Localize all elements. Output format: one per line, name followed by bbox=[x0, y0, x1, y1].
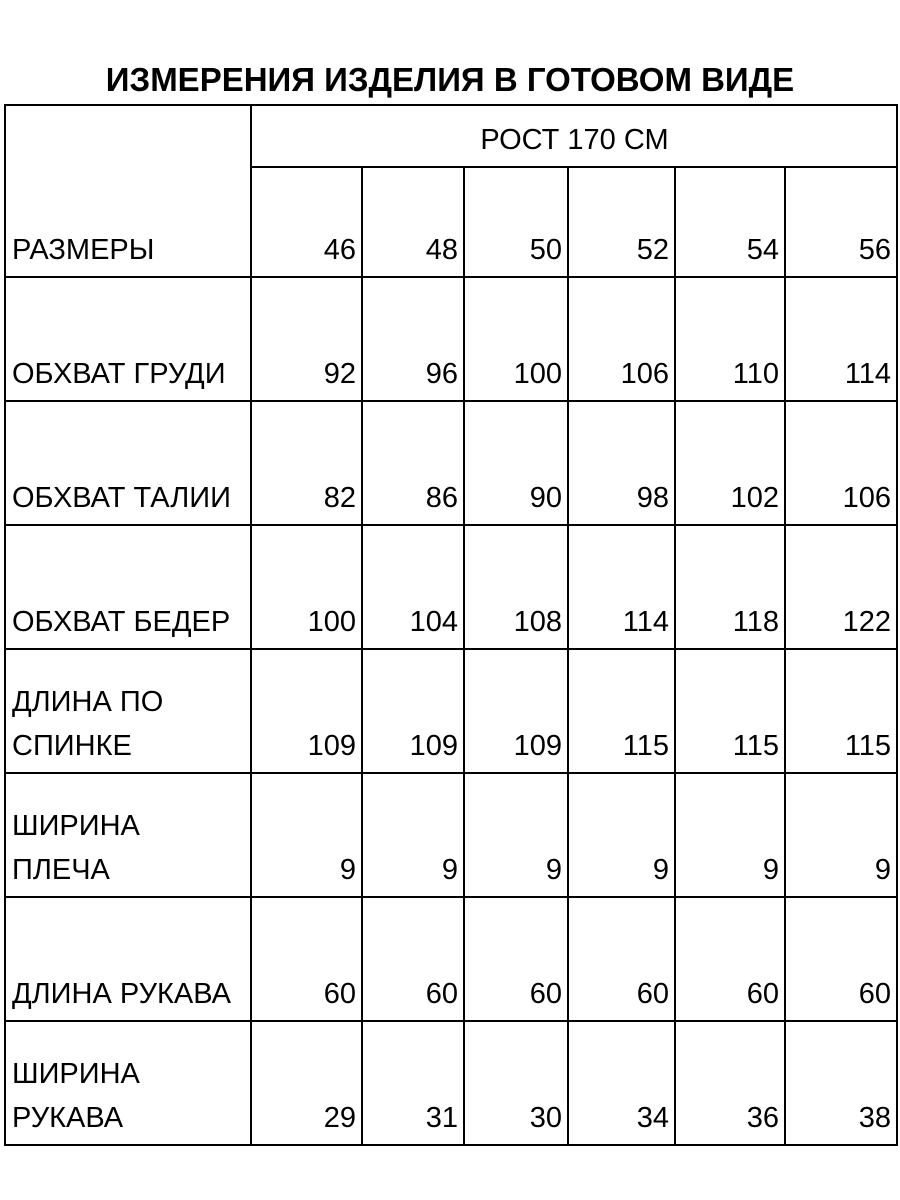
value-cell: 60 bbox=[675, 897, 785, 1021]
value-cell: 60 bbox=[464, 897, 568, 1021]
sizes-label: РАЗМЕРЫ bbox=[5, 105, 251, 277]
row-label: ДЛИНА ПО СПИНКЕ bbox=[5, 649, 251, 773]
row-label: ОБХВАТ ГРУДИ bbox=[5, 277, 251, 401]
value-cell: 60 bbox=[785, 897, 897, 1021]
value-cell: 82 bbox=[251, 401, 362, 525]
size-cell: 54 bbox=[675, 167, 785, 277]
value-cell: 92 bbox=[251, 277, 362, 401]
value-cell: 60 bbox=[251, 897, 362, 1021]
row-label: ШИРИНА РУКАВА bbox=[5, 1021, 251, 1145]
value-cell: 60 bbox=[362, 897, 464, 1021]
table-row bbox=[5, 525, 897, 649]
value-cell: 34 bbox=[568, 1021, 675, 1145]
row-label: ДЛИНА РУКАВА bbox=[5, 897, 251, 1021]
value-cell: 115 bbox=[675, 649, 785, 773]
value-cell: 9 bbox=[785, 773, 897, 897]
value-cell: 108 bbox=[464, 525, 568, 649]
value-cell: 36 bbox=[675, 1021, 785, 1145]
size-cell: 56 bbox=[785, 167, 897, 277]
value-cell: 9 bbox=[464, 773, 568, 897]
value-cell: 31 bbox=[362, 1021, 464, 1145]
value-cell: 102 bbox=[675, 401, 785, 525]
row-label: ОБХВАТ ТАЛИИ bbox=[5, 401, 251, 525]
value-cell: 118 bbox=[675, 525, 785, 649]
value-cell: 30 bbox=[464, 1021, 568, 1145]
size-cell: 48 bbox=[362, 167, 464, 277]
table-row bbox=[5, 897, 897, 1021]
size-cell: 52 bbox=[568, 167, 675, 277]
table-row bbox=[5, 1021, 897, 1145]
value-cell: 96 bbox=[362, 277, 464, 401]
value-cell: 98 bbox=[568, 401, 675, 525]
value-cell: 100 bbox=[464, 277, 568, 401]
table-row bbox=[5, 773, 897, 897]
value-cell: 104 bbox=[362, 525, 464, 649]
value-cell: 109 bbox=[251, 649, 362, 773]
value-cell: 9 bbox=[675, 773, 785, 897]
size-cell: 50 bbox=[464, 167, 568, 277]
row-label: ШИРИНА ПЛЕЧА bbox=[5, 773, 251, 897]
size-cell: 46 bbox=[251, 167, 362, 277]
table-row bbox=[5, 401, 897, 525]
value-cell: 9 bbox=[362, 773, 464, 897]
value-cell: 109 bbox=[362, 649, 464, 773]
value-cell: 115 bbox=[785, 649, 897, 773]
page-title: ИЗМЕРЕНИЯ ИЗДЕЛИЯ В ГОТОВОМ ВИДЕ bbox=[105, 61, 795, 98]
value-cell: 29 bbox=[251, 1021, 362, 1145]
table-row bbox=[5, 649, 897, 773]
value-cell: 115 bbox=[568, 649, 675, 773]
value-cell: 9 bbox=[568, 773, 675, 897]
table-row bbox=[5, 277, 897, 401]
growth-header: РОСТ 170 СМ bbox=[251, 105, 897, 167]
value-cell: 110 bbox=[675, 277, 785, 401]
value-cell: 90 bbox=[464, 401, 568, 525]
table-header-row bbox=[5, 105, 897, 167]
value-cell: 106 bbox=[568, 277, 675, 401]
row-label: ОБХВАТ БЕДЕР bbox=[5, 525, 251, 649]
value-cell: 106 bbox=[785, 401, 897, 525]
value-cell: 109 bbox=[464, 649, 568, 773]
value-cell: 60 bbox=[568, 897, 675, 1021]
value-cell: 114 bbox=[568, 525, 675, 649]
size-chart-table bbox=[4, 104, 898, 1146]
value-cell: 38 bbox=[785, 1021, 897, 1145]
value-cell: 9 bbox=[251, 773, 362, 897]
value-cell: 122 bbox=[785, 525, 897, 649]
value-cell: 86 bbox=[362, 401, 464, 525]
value-cell: 100 bbox=[251, 525, 362, 649]
value-cell: 114 bbox=[785, 277, 897, 401]
